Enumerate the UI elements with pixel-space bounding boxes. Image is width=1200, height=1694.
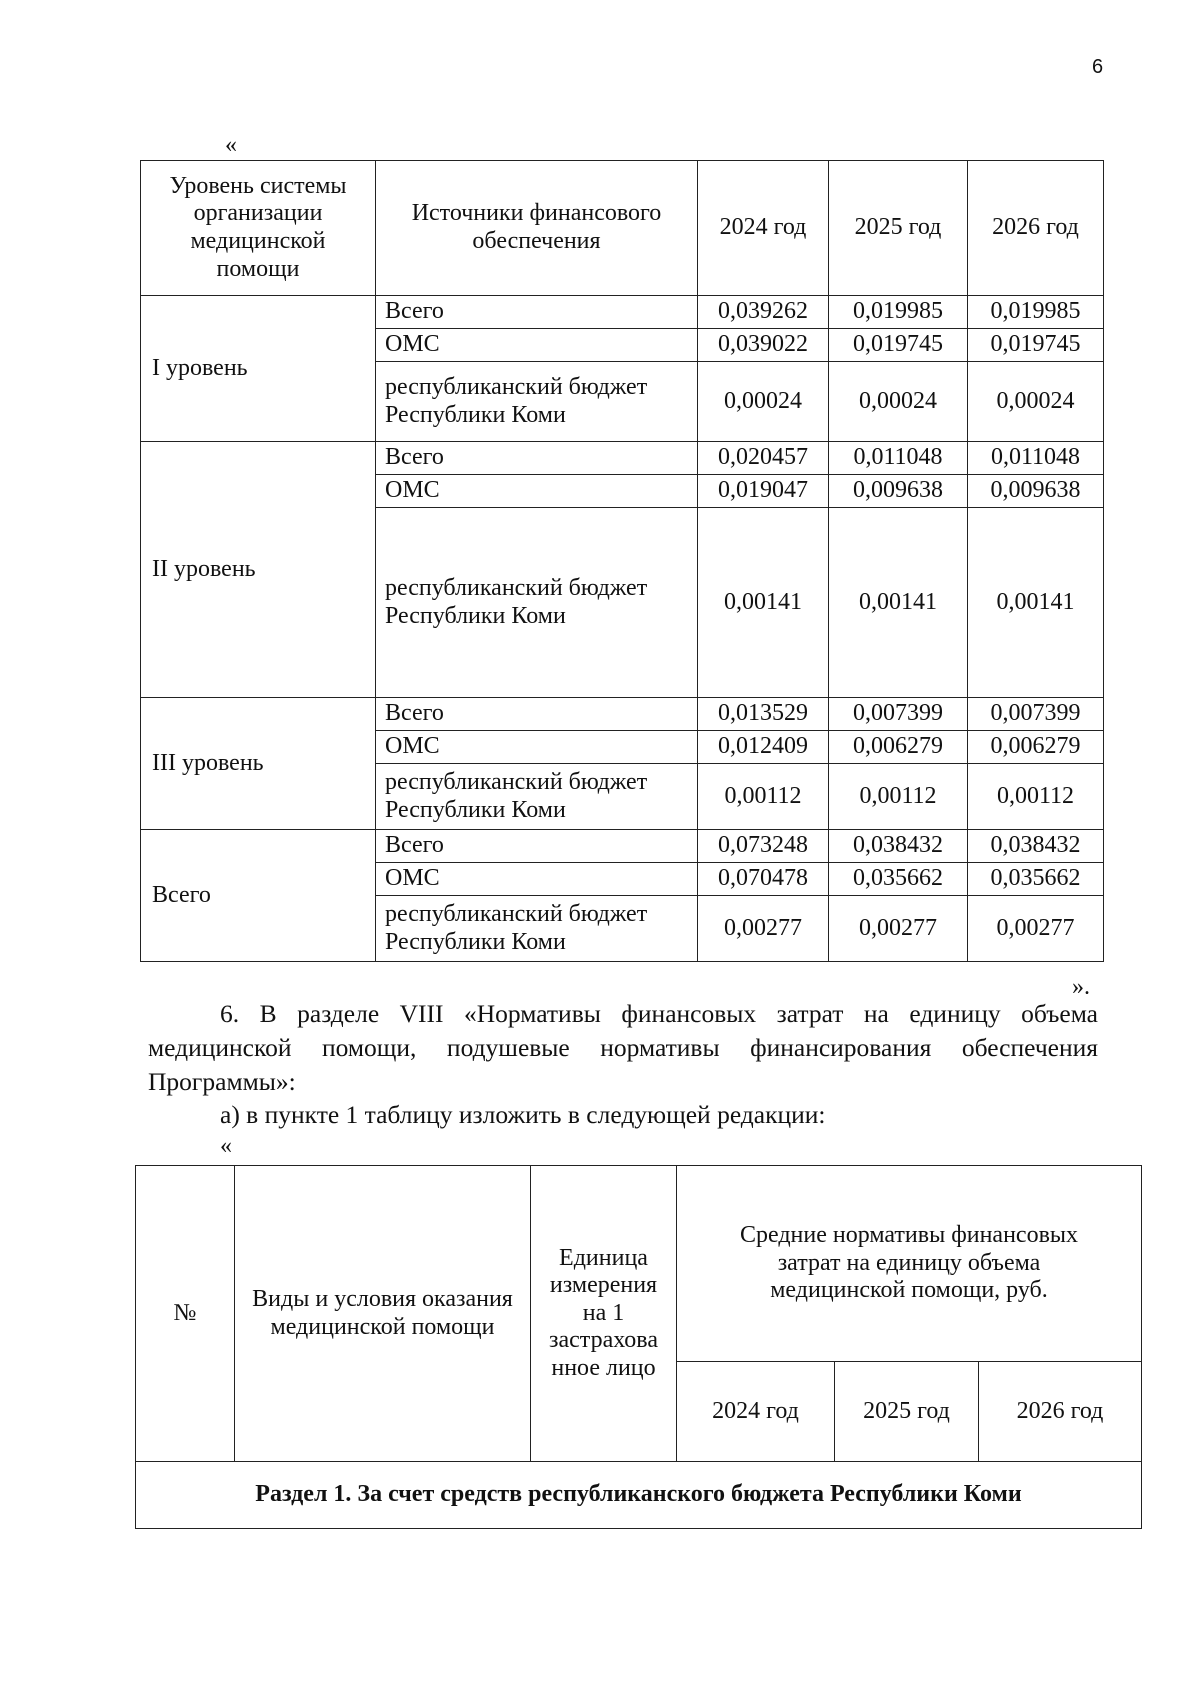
header-unit: Единица измерения на 1 застрахова нное лицо xyxy=(531,1166,677,1462)
level-cell: III уровень xyxy=(141,698,376,830)
level-cell: II уровень xyxy=(141,442,376,698)
financing-levels-table xyxy=(140,160,1104,962)
value-2026: 0,038432 xyxy=(968,830,1104,863)
value-2026: 0,006279 xyxy=(968,731,1104,764)
source-cell: ОМС xyxy=(376,329,698,362)
value-2025: 0,00277 xyxy=(829,896,968,962)
source-cell: ОМС xyxy=(376,475,698,508)
value-2025: 0,019745 xyxy=(829,329,968,362)
header-2026: 2026 год xyxy=(979,1362,1142,1462)
value-2024: 0,00112 xyxy=(698,764,829,830)
value-2024: 0,012409 xyxy=(698,731,829,764)
value-2024: 0,00141 xyxy=(698,508,829,698)
value-2025: 0,007399 xyxy=(829,698,968,731)
header-2024: 2024 год xyxy=(677,1362,835,1462)
header-level: Уровень системы организации медицинской помощи xyxy=(141,161,376,296)
table-row xyxy=(141,442,1104,475)
value-2026: 0,00112 xyxy=(968,764,1104,830)
value-2024: 0,039022 xyxy=(698,329,829,362)
header-2025: 2025 год xyxy=(835,1362,979,1462)
table-row xyxy=(141,698,1104,731)
header-number: № xyxy=(136,1166,235,1462)
section-1-title: Раздел 1. За счет средств республиканского бюджета Республики Коми xyxy=(136,1462,1142,1529)
header-care-types: Виды и условия оказания медицинской помощи xyxy=(235,1166,531,1462)
value-2024: 0,019047 xyxy=(698,475,829,508)
paragraph-6-text: 6. В разделе VIII «Нормативы финансовых затрат на единицу объема медицинской помощи, подушевые нормативы финансирования обеспечения Программы»: xyxy=(148,999,1098,1096)
header-2024: 2024 год xyxy=(698,161,829,296)
value-2026: 0,009638 xyxy=(968,475,1104,508)
value-2026: 0,019985 xyxy=(968,296,1104,329)
subparagraph-a: а) в пункте 1 таблицу изложить в следующей редакции: xyxy=(220,1100,826,1129)
value-2026: 0,00024 xyxy=(968,362,1104,442)
value-2025: 0,006279 xyxy=(829,731,968,764)
value-2026: 0,019745 xyxy=(968,329,1104,362)
close-quote: ». xyxy=(1072,974,1090,1000)
table-header-row xyxy=(136,1166,1142,1362)
table-row xyxy=(141,830,1104,863)
value-2025: 0,00112 xyxy=(829,764,968,830)
open-quote: « xyxy=(225,132,237,158)
value-2024: 0,00024 xyxy=(698,362,829,442)
value-2024: 0,039262 xyxy=(698,296,829,329)
source-cell: республиканский бюджет Республики Коми xyxy=(376,896,698,962)
value-2025: 0,00024 xyxy=(829,362,968,442)
source-cell: Всего xyxy=(376,442,698,475)
source-cell: Всего xyxy=(376,698,698,731)
value-2026: 0,035662 xyxy=(968,863,1104,896)
level-cell: Всего xyxy=(141,830,376,962)
header-2026: 2026 год xyxy=(968,161,1104,296)
value-2026: 0,007399 xyxy=(968,698,1104,731)
value-2024: 0,00277 xyxy=(698,896,829,962)
source-cell: республиканский бюджет Республики Коми xyxy=(376,764,698,830)
source-cell: республиканский бюджет Республики Коми xyxy=(376,508,698,698)
value-2025: 0,011048 xyxy=(829,442,968,475)
value-2025: 0,019985 xyxy=(829,296,968,329)
source-cell: ОМС xyxy=(376,731,698,764)
value-2024: 0,020457 xyxy=(698,442,829,475)
source-cell: Всего xyxy=(376,830,698,863)
level-cell: I уровень xyxy=(141,296,376,442)
value-2025: 0,035662 xyxy=(829,863,968,896)
header-average-norms: Средние нормативы финансовых затрат на единицу объема медицинской помощи, руб. xyxy=(677,1166,1142,1362)
value-2025: 0,009638 xyxy=(829,475,968,508)
value-2025: 0,00141 xyxy=(829,508,968,698)
value-2026: 0,00277 xyxy=(968,896,1104,962)
paragraph-6 xyxy=(148,997,1098,1099)
value-2024: 0,073248 xyxy=(698,830,829,863)
value-2026: 0,011048 xyxy=(968,442,1104,475)
value-2024: 0,070478 xyxy=(698,863,829,896)
page-number: 6 xyxy=(1092,56,1104,78)
table-row xyxy=(141,296,1104,329)
table-header-row xyxy=(141,161,1104,296)
financial-norms-table xyxy=(135,1165,1142,1529)
value-2026: 0,00141 xyxy=(968,508,1104,698)
open-quote-2: « xyxy=(220,1133,232,1159)
source-cell: ОМС xyxy=(376,863,698,896)
value-2025: 0,038432 xyxy=(829,830,968,863)
header-source: Источники финансового обеспечения xyxy=(376,161,698,296)
source-cell: Всего xyxy=(376,296,698,329)
header-2025: 2025 год xyxy=(829,161,968,296)
section-row xyxy=(136,1462,1142,1529)
value-2024: 0,013529 xyxy=(698,698,829,731)
source-cell: республиканский бюджет Республики Коми xyxy=(376,362,698,442)
